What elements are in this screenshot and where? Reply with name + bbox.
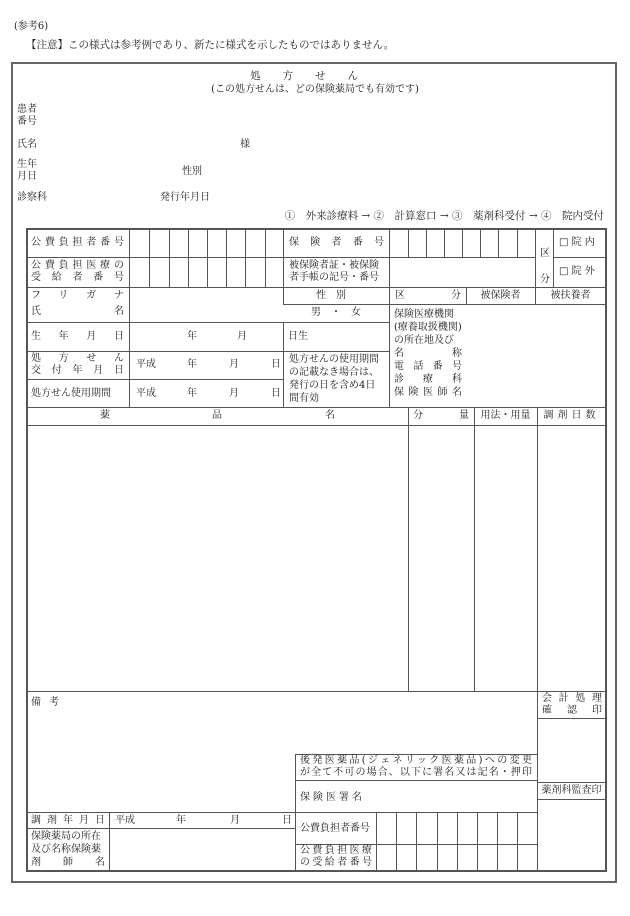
column-drug-name-1: 薬 (100, 410, 110, 421)
grid-line (444, 228, 445, 257)
validity-month: 月 (229, 388, 239, 399)
doctor-signature-label: 保険医署名 (300, 792, 365, 803)
name-label: 氏名 (17, 139, 37, 150)
form-subtitle: (この処方せんは、どの保険薬局でも有効です) (211, 84, 419, 95)
furigana-label: フリガナ (31, 290, 124, 301)
grid-line (553, 257, 606, 258)
grid-line (537, 782, 606, 783)
grid-line (283, 304, 606, 305)
grid-line (295, 780, 537, 781)
birth-year-label: 年 (187, 331, 197, 342)
insured-card-label (289, 260, 379, 284)
sex-label: 性別 (182, 166, 202, 177)
insured-header: 被保険者 (480, 290, 521, 301)
grid-line (553, 228, 554, 287)
department-label: 診察科 (17, 192, 47, 203)
label-line: (療養取扱機関) (394, 322, 462, 333)
label-line: 電話番号 (394, 361, 462, 372)
label-line: 名称 (394, 348, 462, 359)
grid-line (169, 228, 170, 287)
label-line: の記載なき場合は、 (289, 367, 379, 378)
grid-line (396, 812, 397, 871)
issued-era: 平成 (136, 359, 156, 370)
notice-text: 【注意】この様式は参考例であり、新たに様式を示したものではありません。 (26, 39, 395, 51)
label-line: 交付年月日 (31, 365, 124, 376)
grid-line (283, 322, 284, 351)
dependent-header: 被扶養者 (550, 290, 591, 301)
label-line: 分 (540, 274, 550, 285)
birth-day-label: 日生 (288, 331, 308, 342)
label-line: 者手帳の記号・番号 (289, 272, 379, 283)
label-line: 診療科 (394, 374, 462, 385)
label-line: 会計処理 (542, 693, 602, 704)
patient-number-label (17, 104, 37, 128)
grid-line (517, 812, 518, 871)
grid-line (605, 228, 607, 871)
category-header: 区分 (395, 290, 461, 301)
grid-line (376, 812, 377, 871)
label-line: 保険医師名 (394, 387, 462, 398)
grid-line (535, 228, 536, 287)
label-line: 公費負担医療 (300, 845, 372, 856)
grid-line (109, 812, 110, 871)
grid-line (477, 812, 478, 871)
validity-year: 年 (187, 388, 197, 399)
label-line: が全て不可の場合、以下に署名又は記名・押印 (300, 767, 532, 778)
public-payer-number-label: 公費負担者番号 (31, 237, 124, 248)
grid-line (265, 228, 266, 287)
footer-public-recipient-label (300, 845, 372, 869)
birth-month-label: 月 (237, 331, 247, 342)
grid-line (408, 228, 409, 257)
patient-name-label: 氏名 (31, 306, 124, 317)
grid-line (26, 691, 606, 692)
column-days: 調剤日数 (543, 410, 600, 421)
grid-line (26, 287, 606, 288)
issued-year: 年 (187, 359, 197, 370)
grid-line (26, 425, 606, 426)
grid-line (26, 379, 283, 380)
grid-line (480, 228, 481, 257)
reference-label: (参考6) (14, 21, 49, 32)
label-line: 保険医療機関 (394, 309, 454, 320)
public-recipient-number-label (31, 260, 124, 284)
column-quantity-2: 量 (459, 410, 469, 421)
grid-line (26, 828, 295, 829)
validity-label: 処方せん使用期間 (31, 388, 111, 399)
grid-line (26, 351, 389, 352)
dispensing-day: 日 (282, 815, 292, 826)
grid-line (537, 407, 538, 871)
label-line: 剤師名 (31, 857, 105, 868)
label-line: 間有効 (289, 393, 319, 404)
grid-line (207, 228, 208, 287)
grid-line (26, 228, 607, 230)
column-quantity-1: 分 (413, 410, 423, 421)
validity-era: 平成 (136, 388, 156, 399)
footer-public-payer-label: 公費負担者番号 (300, 823, 370, 834)
label-line: 後発医薬品(ジェネリック医薬品)への変更 (300, 755, 532, 766)
grid-line (408, 407, 409, 691)
label-line: 患者 (17, 104, 37, 115)
label-line: 発行の日を含め4日 (289, 380, 376, 391)
label-line: 処方せん (31, 353, 124, 364)
grid-line (129, 228, 130, 407)
insurer-number-label: 保険者番号 (289, 237, 384, 248)
accounting-seal-label (542, 693, 602, 717)
validity-day: 日 (271, 388, 281, 399)
generic-drug-note (300, 755, 532, 779)
issued-month: 月 (229, 359, 239, 370)
dispensing-month: 月 (230, 815, 240, 826)
grid-line (426, 228, 427, 257)
grid-line (188, 228, 189, 287)
label-line: の受給者番号 (300, 857, 372, 868)
grid-line (389, 228, 390, 407)
label-line: 月日 (17, 171, 37, 182)
dispensing-era: 平成 (115, 815, 135, 826)
label-line: 確認印 (542, 705, 602, 716)
category-label (540, 241, 550, 293)
grid-line (26, 870, 607, 872)
label-line: 公費負担医療の (31, 260, 124, 271)
remarks-label: 備考 (31, 697, 67, 708)
grid-line (497, 812, 498, 871)
grid-line (149, 228, 150, 287)
grid-line (283, 322, 389, 323)
label-line: 保険薬局の所在 (31, 831, 101, 842)
label-line: 受給者番号 (31, 272, 124, 283)
grid-line (416, 812, 417, 871)
grid-line (462, 228, 463, 257)
form-title: 処方せん (250, 70, 380, 82)
birthdate-row-label: 生年月日 (31, 331, 124, 342)
grid-line (537, 718, 606, 719)
sex-options[interactable]: 男 ・ 女 (311, 307, 361, 318)
pharmacy-audit-seal-label: 薬剤科監査印 (541, 785, 602, 796)
grid-line (226, 228, 227, 287)
outpatient-checkbox[interactable]: □ 院 外 (559, 266, 595, 277)
issued-date-label (31, 353, 124, 377)
pharmacy-info-label (31, 830, 105, 869)
column-dosage: 用法・用量 (480, 410, 531, 421)
grid-line (245, 228, 246, 287)
label-line: 処方せんの使用期間 (289, 354, 379, 365)
label-line: 区 (540, 248, 550, 259)
institution-labels (394, 308, 462, 399)
label-line: 生年 (17, 159, 37, 170)
grid-line (437, 812, 438, 871)
inpatient-checkbox[interactable]: □ 院 内 (559, 237, 595, 248)
column-drug-name-3: 名 (325, 410, 335, 421)
dispensing-year: 年 (176, 815, 186, 826)
issue-date-label: 発行年月日 (160, 192, 210, 203)
issued-day: 日 (271, 359, 281, 370)
grid-line (474, 407, 475, 691)
label-line: 番号 (17, 116, 37, 127)
label-line: 及び名称保険薬 (31, 844, 101, 855)
grid-line (498, 228, 499, 257)
column-drug-name-2: 品 (212, 410, 222, 421)
grid-line (26, 228, 28, 871)
label-line: 被保険者証・被保険 (289, 260, 379, 271)
validity-note (289, 353, 379, 405)
grid-line (283, 351, 284, 407)
grid-line (517, 228, 518, 257)
grid-line (26, 812, 537, 813)
birthdate-label (17, 159, 37, 183)
grid-line (26, 322, 283, 323)
grid-line (26, 257, 535, 258)
sex-header: 性別 (316, 290, 356, 301)
dispensing-date-label: 調剤年月日 (31, 815, 105, 826)
flow-text: ① 外来診療料 → ② 計算窓口 → ③ 薬剤科受付 → ④ 院内受付 (284, 210, 604, 222)
grid-line (26, 407, 606, 408)
honorific-label: 様 (240, 139, 250, 150)
label-line: の所在地及び (394, 335, 454, 346)
grid-line (457, 812, 458, 871)
grid-line (537, 799, 606, 800)
